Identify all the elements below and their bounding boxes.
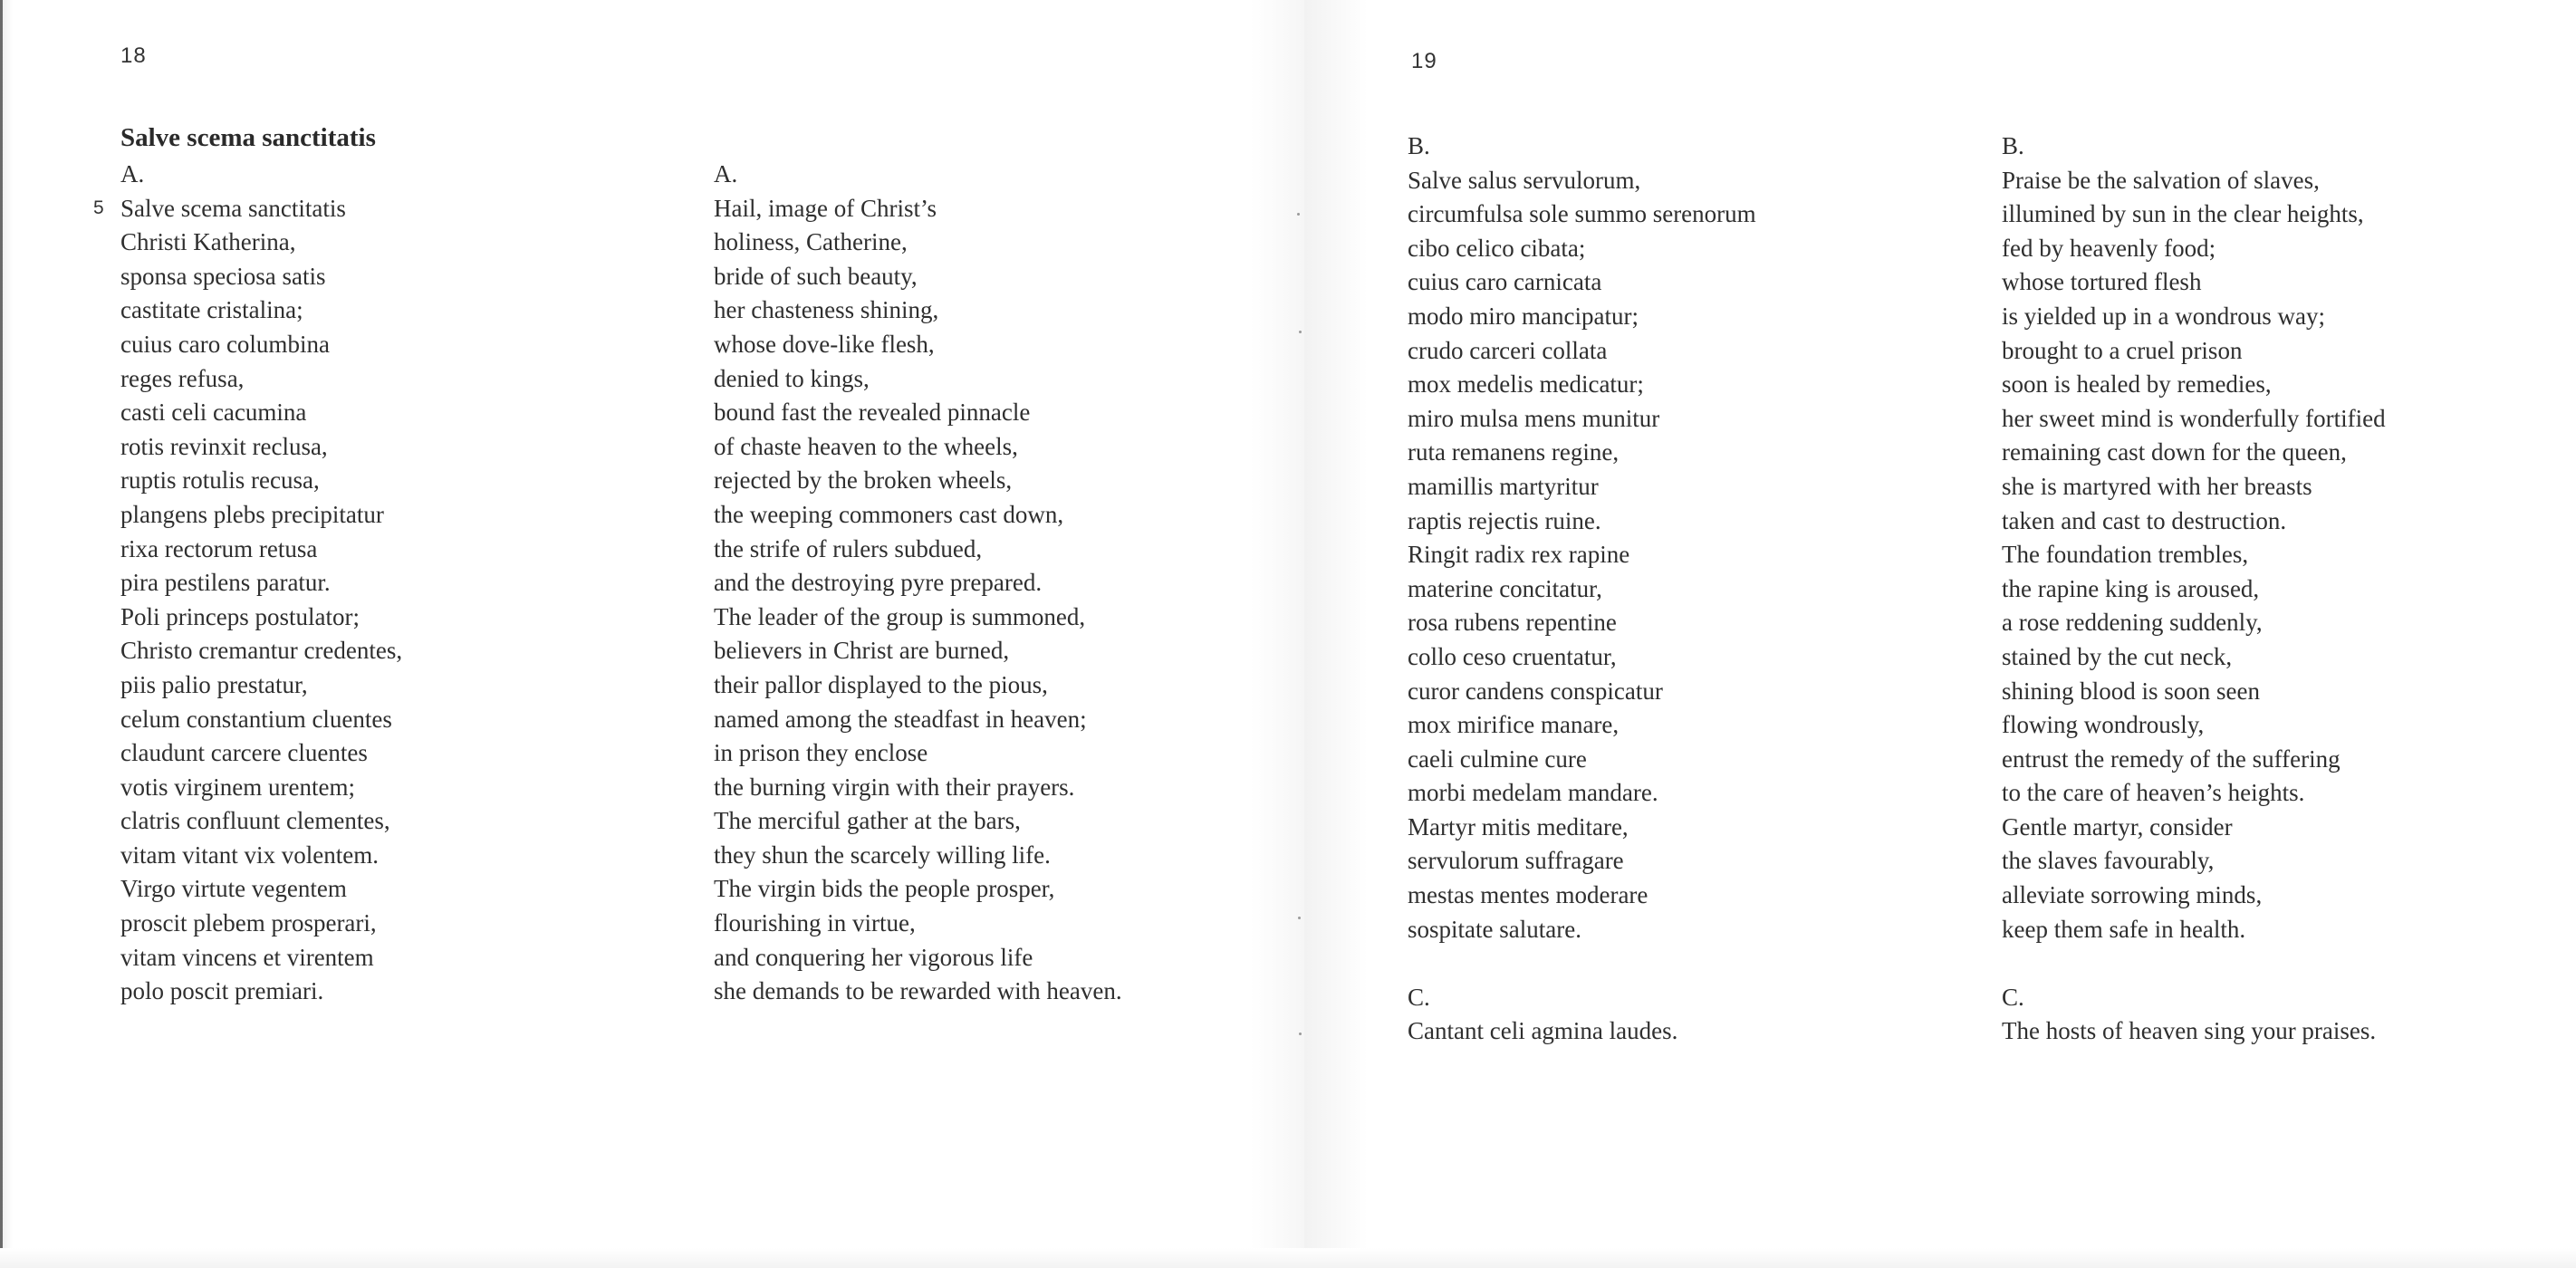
verse-line: plangens plebs precipitatur <box>120 500 384 528</box>
verse-line: believers in Christ are burned, <box>714 637 1010 665</box>
verse-line: Salve scema sanctitatis <box>120 194 346 222</box>
verse-line: cuius caro columbina <box>120 330 330 358</box>
verse-line: servulorum suffragare <box>1408 847 1624 875</box>
stanza-label: B. <box>2002 132 2024 159</box>
latin-lines-c <box>1408 1014 1756 1049</box>
stanza-gap <box>1408 946 1756 981</box>
verse-line: Cantant celi agmina laudes. <box>1408 1017 1678 1045</box>
verse-line: soon is healed by remedies, <box>2002 370 2272 399</box>
verse-line: the burning virgin with their prayers. <box>714 773 1075 801</box>
verse-line: Christi Katherina, <box>120 228 296 256</box>
verse-line: cibo celico cibata; <box>1408 234 1586 262</box>
english-column-a <box>714 158 1122 1009</box>
verse-line: celum constantium cluentes <box>120 705 392 733</box>
verse-line: and conquering her vigorous life <box>714 943 1033 971</box>
verse-line: her sweet mind is wonderfully fortified <box>2002 404 2386 432</box>
verse-line: morbi medelam mandare. <box>1408 779 1658 807</box>
verse-line: sponsa speciosa satis <box>120 262 326 290</box>
verse-line: Gentle martyr, consider <box>2002 812 2233 841</box>
paper-speck <box>1297 213 1300 216</box>
verse-line: the slaves favourably, <box>2002 847 2215 875</box>
latin-column-a <box>120 158 402 1009</box>
english-lines-b <box>2002 164 2386 947</box>
verse-line: caeli culmine cure <box>1408 744 1587 773</box>
verse-line: The leader of the group is summoned, <box>714 602 1086 630</box>
verse-line: their pallor displayed to the pious, <box>714 670 1048 698</box>
verse-line: she is martyred with her breasts <box>2002 472 2312 500</box>
verse-line: mox medelis medicatur; <box>1408 370 1644 399</box>
page-number-left: 18 <box>120 43 147 68</box>
verse-line: in prison they enclose <box>714 739 928 767</box>
verse-line: mestas mentes moderare <box>1408 881 1648 909</box>
verse-line: illumined by sun in the clear heights, <box>2002 200 2364 228</box>
verse-line: claudunt carcere cluentes <box>120 739 368 767</box>
verse-line: the weeping commoners cast down, <box>714 500 1064 528</box>
page-bottom-edge <box>0 1248 2576 1268</box>
latin-lines-b <box>1408 164 1756 947</box>
verse-line: castitate cristalina; <box>120 296 303 324</box>
verse-line: a rose reddening suddenly, <box>2002 609 2263 637</box>
line-number-marker: 5 <box>93 197 104 218</box>
verse-line: of chaste heaven to the wheels, <box>714 432 1018 460</box>
page-number-right: 19 <box>1411 49 1437 73</box>
verse-line: The foundation trembles, <box>2002 541 2249 569</box>
stanza-label: B. <box>1408 132 1430 159</box>
verse-line: she demands to be rewarded with heaven. <box>714 977 1122 1005</box>
verse-line: Martyr mitis meditare, <box>1408 812 1629 841</box>
verse-line: fed by heavenly food; <box>2002 234 2216 262</box>
verse-line: Ringit radix rex rapine <box>1408 541 1630 569</box>
verse-line: crudo carceri collata <box>1408 336 1608 364</box>
stanza-label: A. <box>120 160 145 187</box>
verse-line: flowing wondrously, <box>2002 711 2205 739</box>
verse-line: Praise be the salvation of slaves, <box>2002 166 2320 194</box>
verse-line: The hosts of heaven sing your praises. <box>2002 1017 2377 1045</box>
poem-title: Salve scema sanctitatis <box>120 123 376 152</box>
verse-line: raptis rejectis ruine. <box>1408 506 1601 534</box>
verse-line: proscit plebem prosperari, <box>120 909 377 937</box>
verse-line: keep them safe in health. <box>2002 915 2246 943</box>
verse-line: polo poscit premiari. <box>120 977 324 1005</box>
verse-line: Virgo virtute vegentem <box>120 875 347 903</box>
verse-line: rejected by the broken wheels, <box>714 466 1013 495</box>
verse-line: pira pestilens paratur. <box>120 569 331 597</box>
verse-line: to the care of heaven’s heights. <box>2002 779 2305 807</box>
verse-line: Christo cremantur credentes, <box>120 637 403 665</box>
verse-line: flourishing in virtue, <box>714 909 916 937</box>
verse-line: stained by the cut neck, <box>2002 642 2233 670</box>
paper-speck <box>1298 917 1301 919</box>
verse-line: bride of such beauty, <box>714 262 918 290</box>
verse-line: and the destroying pyre prepared. <box>714 569 1043 597</box>
verse-line: the rapine king is aroused, <box>2002 574 2260 602</box>
verse-line: Salve salus servulorum, <box>1408 166 1641 194</box>
verse-line: whose dove-like flesh, <box>714 330 935 358</box>
english-column-b <box>2002 130 2386 1049</box>
verse-line: rosa rubens repentine <box>1408 609 1617 637</box>
verse-line: mamillis martyritur <box>1408 472 1599 500</box>
paper-speck <box>1299 1033 1302 1035</box>
latin-column-b <box>1408 130 1756 1049</box>
stanza-label: C. <box>1408 983 1430 1011</box>
verse-line: collo ceso cruentatur, <box>1408 642 1617 670</box>
verse-line: The virgin bids the people prosper, <box>714 875 1055 903</box>
latin-lines-a <box>120 192 402 1009</box>
verse-line: reges refusa, <box>120 364 245 392</box>
stanza-gap <box>2002 946 2386 981</box>
verse-line: holiness, Catherine, <box>714 228 908 256</box>
verse-line: is yielded up in a wondrous way; <box>2002 302 2325 330</box>
verse-line: named among the steadfast in heaven; <box>714 705 1087 733</box>
verse-line: bound fast the revealed pinnacle <box>714 399 1031 427</box>
verse-line: mox mirifice manare, <box>1408 711 1620 739</box>
verse-line: vitam vitant vix volentem. <box>120 841 379 869</box>
verse-line: they shun the scarcely willing life. <box>714 841 1051 869</box>
verse-line: whose tortured flesh <box>2002 268 2202 296</box>
english-lines-c <box>2002 1014 2386 1049</box>
verse-line: piis palio prestatur, <box>120 670 308 698</box>
verse-line: taken and cast to destruction. <box>2002 506 2287 534</box>
english-lines-a <box>714 192 1122 1009</box>
verse-line: rotis revinxit reclusa, <box>120 432 328 460</box>
verse-line: sospitate salutare. <box>1408 915 1581 943</box>
verse-line: entrust the remedy of the suffering <box>2002 744 2341 773</box>
verse-line: casti celi cacumina <box>120 399 307 427</box>
verse-line: materine concitatur, <box>1408 574 1602 602</box>
verse-line: votis virginem urentem; <box>120 773 355 801</box>
verse-line: Hail, image of Christ’s <box>714 194 937 222</box>
verse-line: modo miro mancipatur; <box>1408 302 1639 330</box>
verse-line: circumfulsa sole summo serenorum <box>1408 200 1756 228</box>
right-page <box>1304 0 2576 1268</box>
verse-line: rixa rectorum retusa <box>120 534 318 562</box>
verse-line: denied to kings, <box>714 364 870 392</box>
verse-line: the strife of rulers subdued, <box>714 534 983 562</box>
verse-line: ruptis rotulis recusa, <box>120 466 320 495</box>
verse-line: remaining cast down for the queen, <box>2002 438 2347 466</box>
verse-line: clatris confluunt clementes, <box>120 807 390 835</box>
verse-line: ruta remanens regine, <box>1408 438 1620 466</box>
verse-line: alleviate sorrowing minds, <box>2002 881 2263 909</box>
verse-line: The merciful gather at the bars, <box>714 807 1021 835</box>
verse-line: curor candens conspicatur <box>1408 677 1663 705</box>
verse-line: vitam vincens et virentem <box>120 943 374 971</box>
verse-line: brought to a cruel prison <box>2002 336 2243 364</box>
verse-line: miro mulsa mens munitur <box>1408 404 1660 432</box>
stanza-label: C. <box>2002 983 2024 1011</box>
paper-speck <box>1299 331 1302 333</box>
verse-line: shining blood is soon seen <box>2002 677 2261 705</box>
verse-line: cuius caro carnicata <box>1408 268 1602 296</box>
verse-line: her chasteness shining, <box>714 296 939 324</box>
verse-line: Poli princeps postulator; <box>120 602 360 630</box>
stanza-label: A. <box>714 160 738 187</box>
